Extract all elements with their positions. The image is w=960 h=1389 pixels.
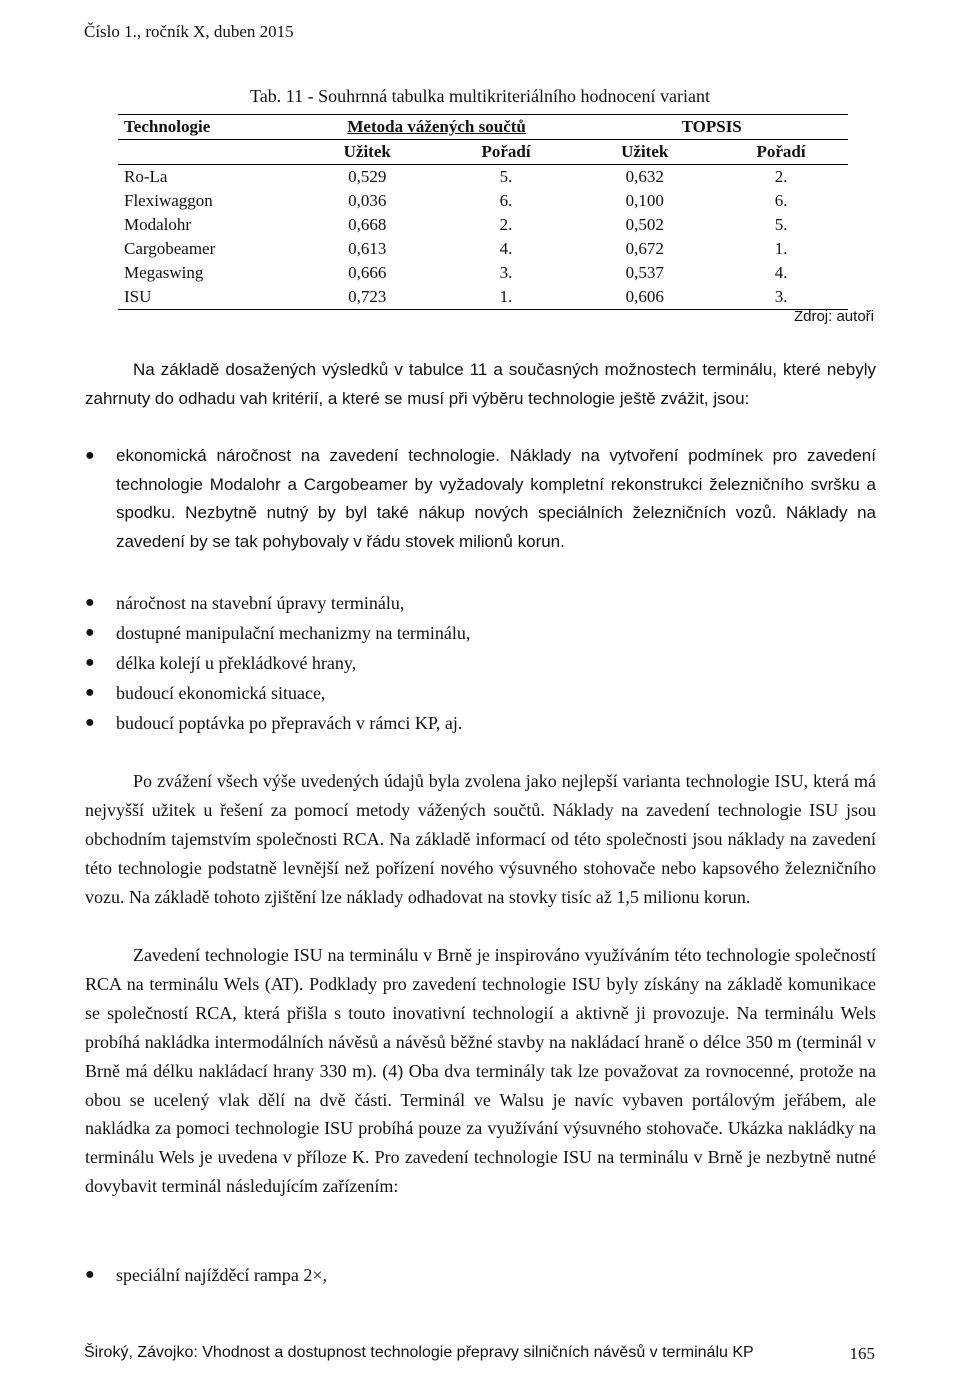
row-name: Cargobeamer [124,239,216,258]
cell-uzitek-topsis: 0,100 [625,191,664,210]
cell-poradi-topsis: 1. [774,239,788,258]
bullet-icon: ● [85,684,95,701]
bullet-icon: ● [85,594,95,611]
cell-poradi-wsm: 3. [499,263,513,282]
cell-poradi-topsis: 3. [714,285,848,310]
subheader-uzitek-1: Užitek [298,140,437,165]
row-name: Modalohr [124,215,192,234]
cell-uzitek-wsm: 0,036 [348,191,387,210]
table-row [118,165,848,190]
list-item: ● speciální najížděcí rampa 2×, [85,1261,876,1290]
table-header-row [118,115,848,140]
table-subheader-row [118,140,848,165]
page-number: 165 [849,1344,875,1363]
subheader-poradi-2: Pořadí [714,140,848,165]
cell-uzitek-wsm: 0,529 [348,167,387,186]
cell-uzitek-topsis: 0,632 [625,167,664,186]
list-item: ● budoucí poptávka po přepravách v rámci KP, aj. [85,708,876,738]
list-item: ● budoucí ekonomická situace, [85,678,876,708]
cell-poradi-wsm: 1. [437,285,576,310]
cell-poradi-wsm: 2. [499,215,513,234]
cell-uzitek-topsis: 0,672 [625,239,664,258]
cell-uzitek-wsm: 0,613 [348,239,387,258]
table-row [118,189,848,213]
bullet-icon: ● [85,654,95,671]
list-item: ● ekonomická náročnost na zavedení technologie. Náklady na vytvoření podmínek pro zavedení technologie Modalohr a Cargobeamer by vyžadovaly kompletní rekonstrukci železničního svršku a spodku. Nezbytně nutný by byl také nákup nových speciálních železničních vozů. Náklady na zavedení by se tak pohybovaly v řádu stovek milionů korun. [85,442,876,556]
cell-uzitek-wsm: 0,666 [348,263,387,282]
subheader-poradi-1: Pořadí [437,140,576,165]
criteria-list-2 [85,588,876,738]
results-table [118,114,848,310]
bullet-icon: ● [85,714,95,731]
page-footer [84,1344,875,1364]
equipment-list [85,1261,876,1290]
cell-uzitek-topsis: 0,537 [625,263,664,282]
page-header: Číslo 1., ročník X, duben 2015 [84,22,294,41]
table-source: Zdroj: autoři [793,308,874,325]
table-caption: Tab. 11 - Souhrnná tabulka multikriteriálního hodnocení variant [250,86,710,106]
table-row [118,261,848,285]
header-technologie: Technologie [118,115,298,140]
footer-text: Široký, Závojko: Vhodnost a dostupnost technologie přepravy silničních návěsů v terminálu KP [84,1344,754,1361]
cell-uzitek-wsm: 0,723 [298,285,437,310]
cell-poradi-topsis: 5. [774,215,788,234]
row-name: Flexiwaggon [124,191,213,210]
list-item: ● délka kolejí u překládkové hrany, [85,648,876,678]
cell-poradi-wsm: 5. [499,167,513,186]
subheader-uzitek-2: Užitek [575,140,714,165]
table-row [118,213,848,237]
table-row [118,285,848,310]
list-item: ● dostupné manipulační mechanizmy na terminálu, [85,618,876,648]
cell-poradi-topsis: 6. [774,191,788,210]
criteria-list [85,442,876,556]
header-weighted-sum: Metoda vážených součtů [298,115,576,140]
header-topsis: TOPSIS [575,115,848,140]
conclusion-paragraph: Po zvážení všech výše uvedených údajů byla zvolena jako nejlepší varianta technologie ISU, která má nejvyšší užitek u řešení za pomocí metody vážených součtů. Náklady na zavedení technologie ISU jsou obchodním tajemstvím společnosti RCA. Na základě informací od této společnosti jsou náklady na zavedení této technologie podstatně levnější než pořízení nového výsuvného stohovače nebo kapsového železničního vozu. Na základě tohoto zjištění lze náklady odhadovat na stovky tisíc až 1,5 milionu korun. [85,771,876,907]
cell-poradi-topsis: 2. [774,167,788,186]
list-item: ● náročnost na stavební úpravy terminálu, [85,588,876,618]
cell-poradi-wsm: 4. [499,239,513,258]
bullet-icon: ● [85,624,95,641]
bullet-icon: ● [85,447,95,464]
row-name: ISU [118,285,298,310]
cell-poradi-wsm: 6. [499,191,513,210]
row-name: Ro-La [124,167,168,186]
bullet-icon: ● [85,1266,95,1283]
cell-uzitek-wsm: 0,668 [348,215,387,234]
table-row [118,237,848,261]
cell-poradi-topsis: 4. [774,263,788,282]
intro-paragraph: Na základě dosažených výsledků v tabulce 11 a současných možnostech terminálu, které nebyly zahrnuty do odhadu vah kritérií, a které se musí při výběru technologie ještě zvážit, jsou: [85,360,876,408]
cell-uzitek-topsis: 0,502 [625,215,664,234]
row-name: Megaswing [124,263,204,282]
isu-paragraph: Zavedení technologie ISU na terminálu v Brně je inspirováno využíváním této technologie společností RCA na terminálu Wels (AT). Podklady pro zavedení technologie ISU byly získány na základě komunikace se společností RCA, která přišla s touto inovativní technologií a aktivně ji provozuje. Na terminálu Wels probíhá nakládka intermodálních návěsů a návěsů běžné stavby na nakládací hraně o délce 350 m (terminál v Brně má délku nakládací hrany 330 m). (4) Oba dva terminály tak lze považovat za rovnocenné, protože na obou se ucelený vlak dělí na dvě části. Terminál ve Walsu je navíc vybaven portálovým jeřábem, ale nakládka za pomoci technologie ISU probíhá pouze za využívání výsuvného stohovače. Ukázka nakládky na terminálu Wels je uvedena v příloze K. Pro zavedení technologie ISU na terminálu v Brně je nezbytně nutné dovybavit terminál následujícím zařízením: [85,945,876,1197]
cell-uzitek-topsis: 0,606 [575,285,714,310]
